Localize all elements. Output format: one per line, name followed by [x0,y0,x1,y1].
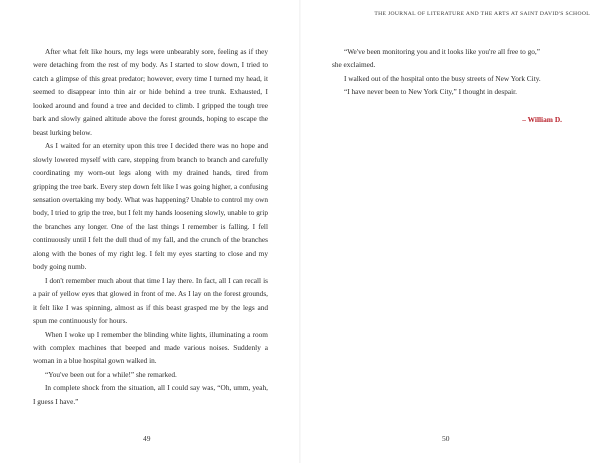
paragraph: “We've been monitoring you and it looks like you're all free to go,” [344,47,540,56]
right-page-body [332,45,568,99]
paragraph: I walked out of the hospital onto the busy streets of New York City. [344,73,541,83]
right-page [300,0,600,463]
paragraph: As I waited for an eternity upon this tree I decided there was no hope and slowly lowered myself with care, stepping from branch to branch and carefully coordinating my worn-out legs along with my drained hands, tired from gripping the tree bark. Every step down felt like I was going higher, a confusing sensation overtaking my body. What was happening? Unable to control my own body, I tried to grip the tree, but I felt my hands loosening slowly, unable to grip the branches any longer. One of the last things I remember is falling. I fell continuously until I felt the dull thud of my fall, and the crunch of the branches along with the bones of my right leg. I felt my eyes starting to close and my body going numb. [33,141,268,272]
author-signature: – William D. [522,115,562,124]
left-page-body [33,45,268,408]
paragraph: After what felt like hours, my legs were unbearably sore, feeling as if they were detaching from the rest of my body. As I started to slow down, I tried to catch a glimpse of this great predator; however, every time I turned my head, it seemed to disappear into thin air or hide behind a tree trunk. Exhausted, I looked around and found a tree and decided to climb. I gripped the tough tree bark and slowly gained altitude above the forest grounds, hoping to escape the beast lurking below. [33,47,268,137]
paragraph: When I woke up I remember the blinding white lights, illuminating a room with complex machines that beeped and made various noises. Suddenly a woman in a blue hospital gown walked in. [33,329,268,366]
paragraph: she exclaimed. [332,60,376,70]
running-head: THE JOURNAL OF LITERATURE AND THE ARTS AT SAINT DAVID'S SCHOOL [374,11,590,17]
paragraph: “I have never been to New York City,” I thought in despair. [344,87,517,97]
paragraph: I don't remember much about that time I lay there. In fact, all I can recall is a pair of yellow eyes that glowed in front of me. As I lay on the forest grounds, it felt like I was spinning, almost as if this beast grasped me by the legs and spun me continuously for hours. [33,275,268,326]
page-number-right: 50 [442,434,450,443]
paragraph: In complete shock from the situation, all I could say was, “Oh, umm, yeah, I guess I have.” [33,383,268,406]
page-number-left: 49 [143,434,151,443]
paragraph: “You've been out for a while!” she remarked. [45,369,177,379]
